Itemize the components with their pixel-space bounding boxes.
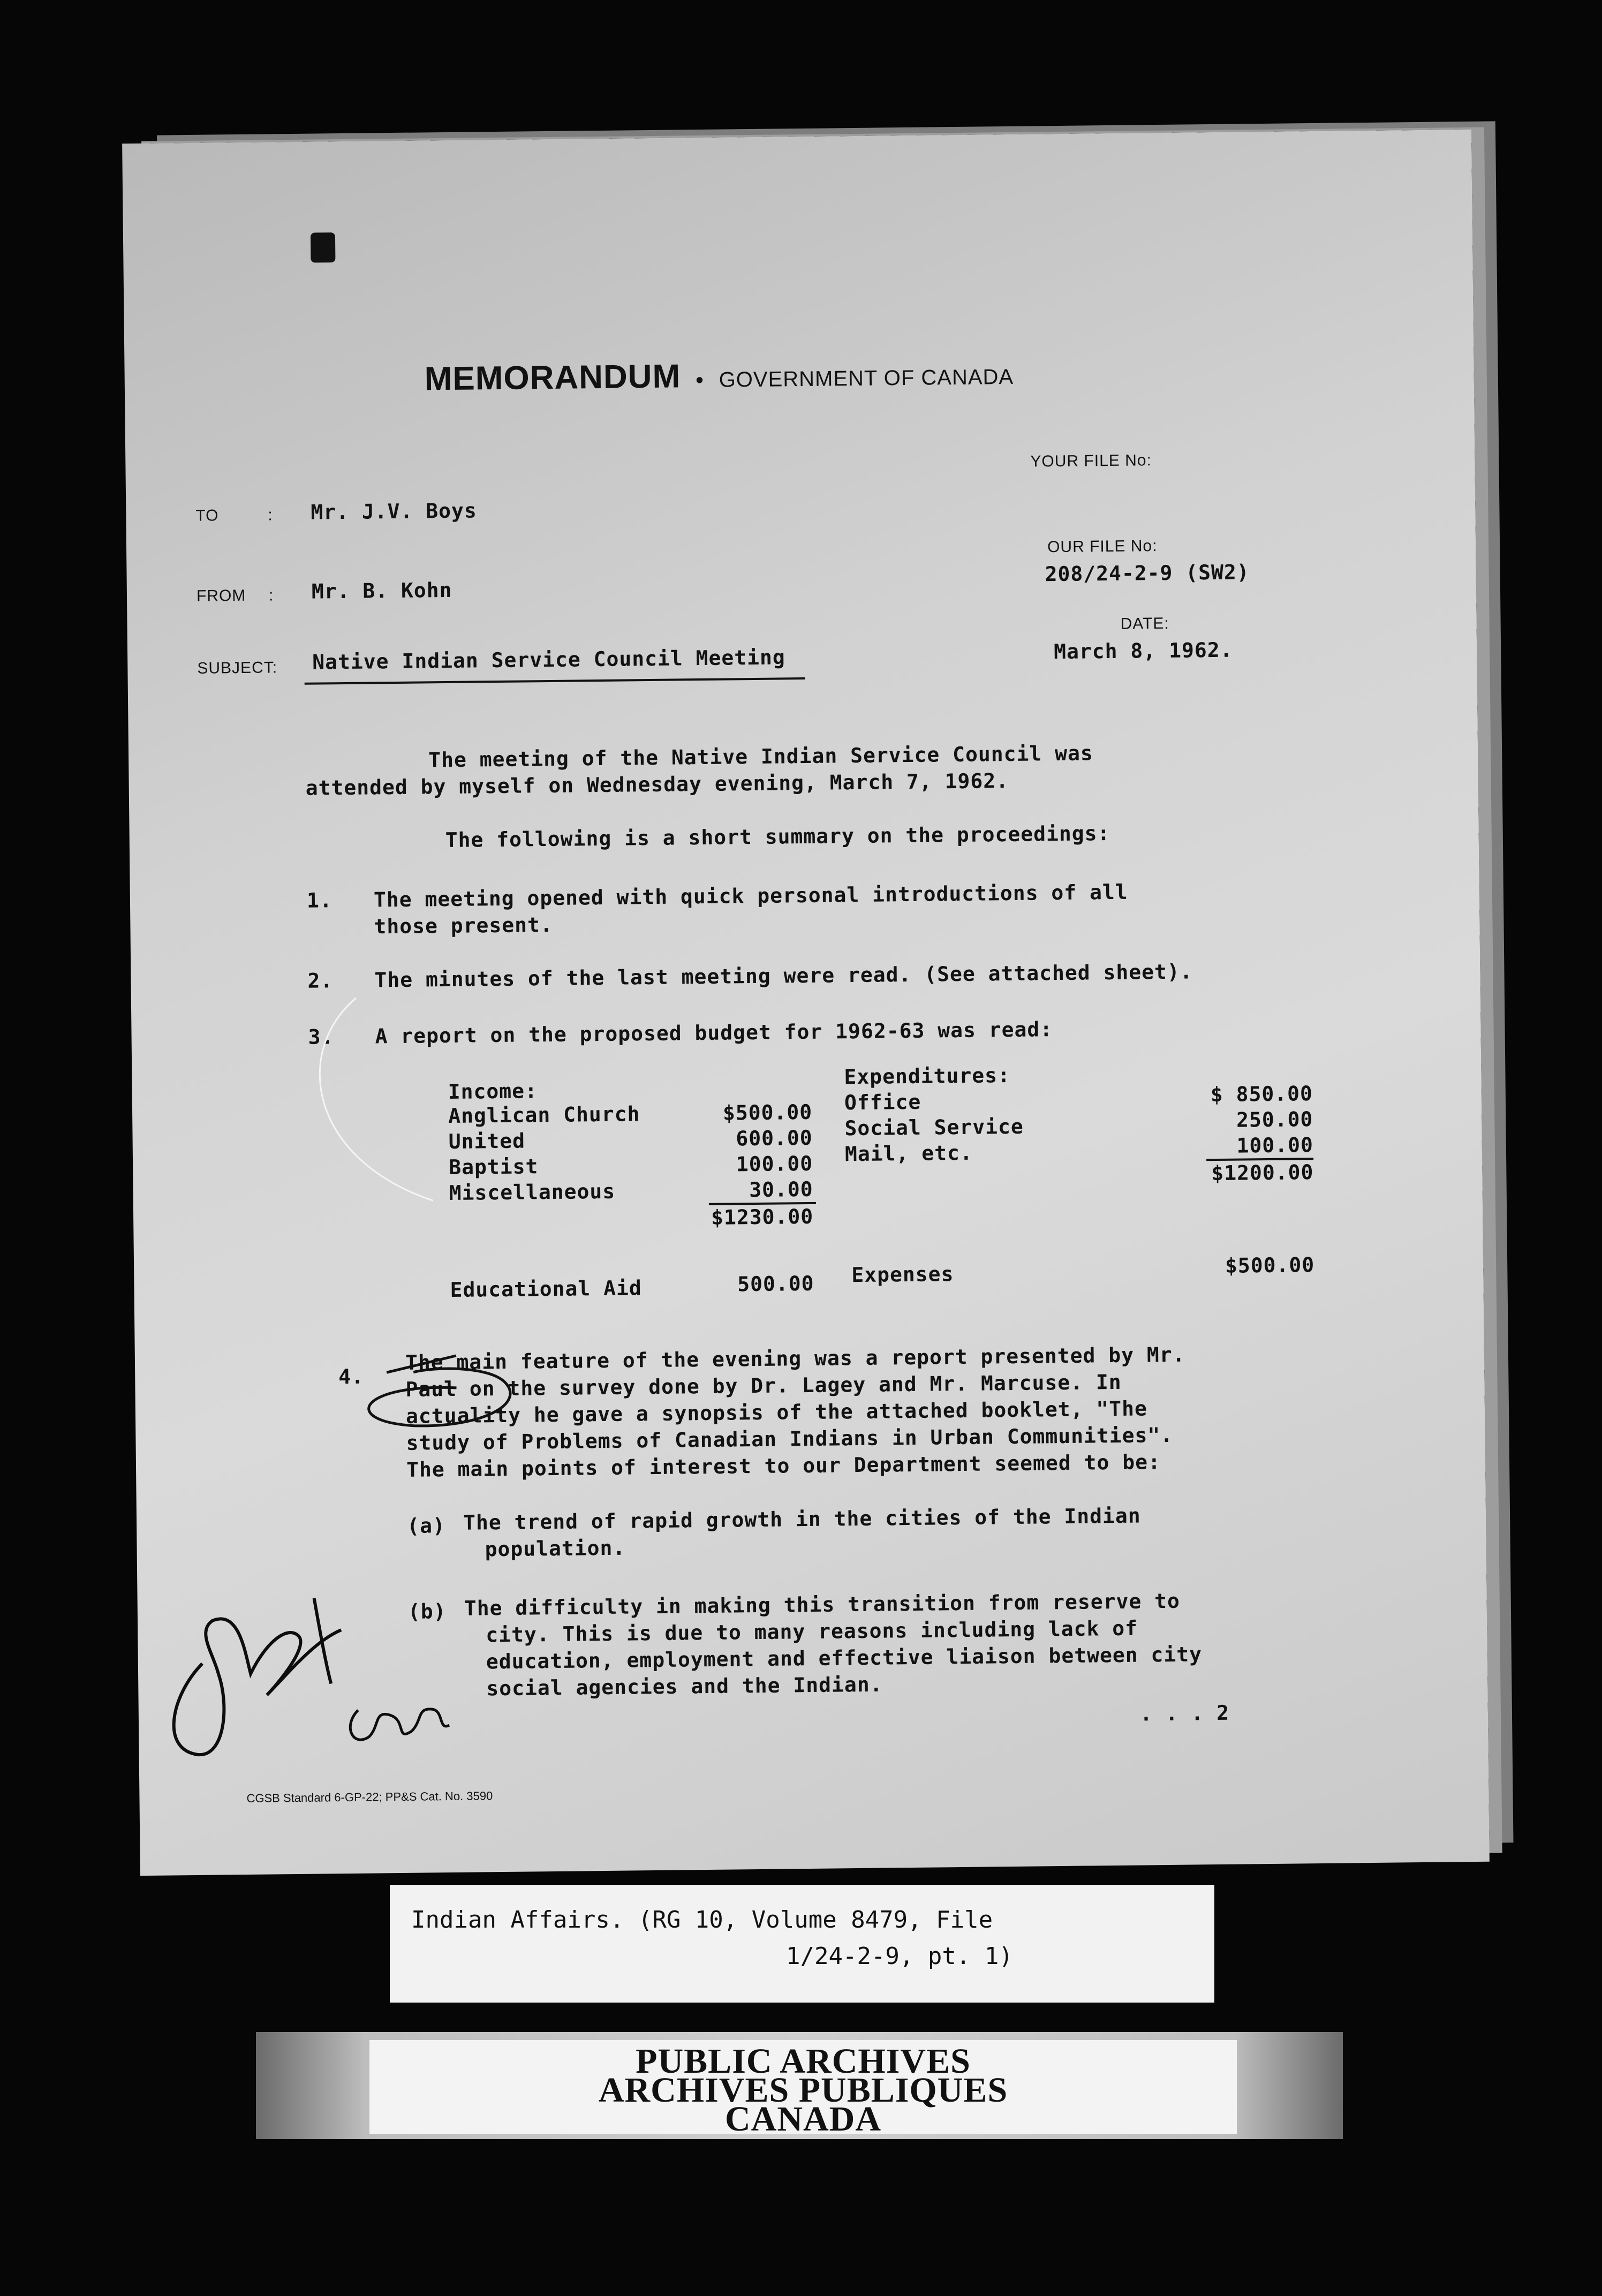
citation-line-2: 1/24-2-9, pt. 1)	[786, 1943, 1013, 1970]
expenditures-label: Expenditures:	[844, 1063, 1011, 1089]
subject-value: Native Indian Service Council Meeting	[312, 645, 785, 674]
item-1-line-2: those present.	[374, 912, 553, 939]
item-1-line-1: The meeting opened with quick personal introductions of all	[373, 880, 1128, 912]
form-footer: CGSB Standard 6-GP-22; PP&S Cat. No. 3590	[246, 1789, 493, 1806]
expenditure-row-amount: 100.00	[1236, 1133, 1314, 1158]
income-row-label: Anglican Church	[448, 1102, 640, 1128]
item-2-number: 2.	[307, 969, 334, 993]
memorandum-page	[122, 130, 1490, 1876]
expenditure-row-label: Mail, etc.	[844, 1141, 973, 1166]
from-colon: :	[268, 586, 274, 605]
our-file-label: OUR FILE No:	[1047, 537, 1158, 556]
item-3-line-1: A report on the proposed budget for 1962-63 was read:	[375, 1017, 1053, 1048]
item-4-line-3: actuality he gave a synopsis of the attached booklet, "The	[405, 1396, 1148, 1428]
to-label: TO	[195, 507, 219, 525]
our-file-value: 208/24-2-9 (SW2)	[1045, 560, 1250, 586]
item-4-number: 4.	[338, 1364, 365, 1389]
item-4-line-4: study of Problems of Canadian Indians in Urban Communities".	[406, 1423, 1174, 1455]
expenses-amount: $500.00	[1225, 1253, 1315, 1278]
initials-signature	[172, 1598, 342, 1755]
summary-line: The following is a short summary on the proceedings:	[445, 821, 1110, 852]
intro-line-2: attended by myself on Wednesday evening, March 7, 1962.	[305, 769, 1009, 800]
point-b-line-1: The difficulty in making this transition from reserve to	[464, 1589, 1181, 1620]
income-row-amount: $500.00	[722, 1100, 813, 1125]
expenses-label: Expenses	[851, 1262, 954, 1287]
point-b-line-3: education, employment and effective liaison between city	[486, 1642, 1203, 1674]
memo-title: MEMORANDUM	[424, 358, 681, 398]
your-file-label: YOUR FILE No:	[1030, 451, 1152, 471]
income-row-label: United	[448, 1129, 526, 1154]
subject-label: SUBJECT:	[197, 659, 278, 677]
stamp-line-3: CANADA	[725, 2099, 881, 2139]
heading-bullet: •	[696, 368, 704, 392]
item-1-number: 1.	[306, 888, 333, 912]
item-2-line-1: The minutes of the last meeting were read. (See attached sheet).	[374, 960, 1193, 992]
from-value: Mr. B. Kohn	[311, 578, 452, 603]
continued-marker: . . . 2	[1139, 1701, 1230, 1726]
to-colon: :	[268, 506, 273, 524]
paul-circle-mark	[368, 1368, 511, 1426]
item-4-line-1: The main feature of the evening was a report presented by Mr.	[405, 1342, 1185, 1374]
expenditure-row-amount: $ 850.00	[1210, 1082, 1313, 1107]
income-row-amount: 600.00	[736, 1126, 813, 1151]
from-label: FROM	[196, 586, 246, 605]
stamp-line-2: ARCHIVES PUBLIQUES	[598, 2071, 1008, 2110]
handwritten-date-mark	[350, 1709, 449, 1740]
income-label: Income:	[448, 1079, 538, 1104]
item-4-line-5: The main points of interest to our Department seemed to be:	[406, 1450, 1161, 1482]
expenditure-row-label: Office	[844, 1090, 921, 1115]
educational-aid-label: Educational Aid	[450, 1276, 642, 1302]
citation-line-1: Indian Affairs. (RG 10, Volume 8479, File	[411, 1906, 993, 1934]
point-a-line-2: population.	[485, 1536, 626, 1561]
income-row-label: Miscellaneous	[449, 1179, 616, 1205]
income-row-amount: 100.00	[736, 1151, 813, 1176]
point-b-line-2: city. This is due to many reasons including lack of	[486, 1616, 1138, 1647]
government-of-canada: GOVERNMENT OF CANADA	[719, 365, 1014, 392]
point-a-line-1: The trend of rapid growth in the cities of the Indian	[463, 1504, 1141, 1535]
point-a-label: (a)	[406, 1514, 446, 1538]
income-row-label: Baptist	[448, 1154, 539, 1179]
date-label: DATE:	[1120, 614, 1169, 633]
point-b-label: (b)	[407, 1599, 447, 1623]
pencil-circle-mark	[319, 997, 433, 1202]
stamp-line-1: PUBLIC ARCHIVES	[636, 2042, 971, 2081]
income-total: $1230.00	[711, 1204, 814, 1229]
to-value: Mr. J.V. Boys	[311, 499, 477, 524]
item-4-line-2: Paul on the survey done by Dr. Lagey and Mr. Marcuse. In	[405, 1370, 1122, 1401]
handwritten-annotations	[122, 130, 1490, 1876]
expenditures-total: $1200.00	[1211, 1160, 1314, 1185]
expenditure-row-amount: 250.00	[1236, 1107, 1313, 1132]
expenditure-row-label: Social Service	[844, 1114, 1024, 1141]
educational-aid-amount: 500.00	[737, 1271, 814, 1296]
intro-line-1: The meeting of the Native Indian Service Council was	[428, 741, 1094, 772]
point-b-line-4: social agencies and the Indian.	[486, 1672, 883, 1701]
income-row-amount: 30.00	[749, 1177, 813, 1202]
citation-label	[390, 1885, 1214, 2003]
date-value: March 8, 1962.	[1053, 638, 1233, 664]
item-3-number: 3.	[308, 1025, 334, 1049]
